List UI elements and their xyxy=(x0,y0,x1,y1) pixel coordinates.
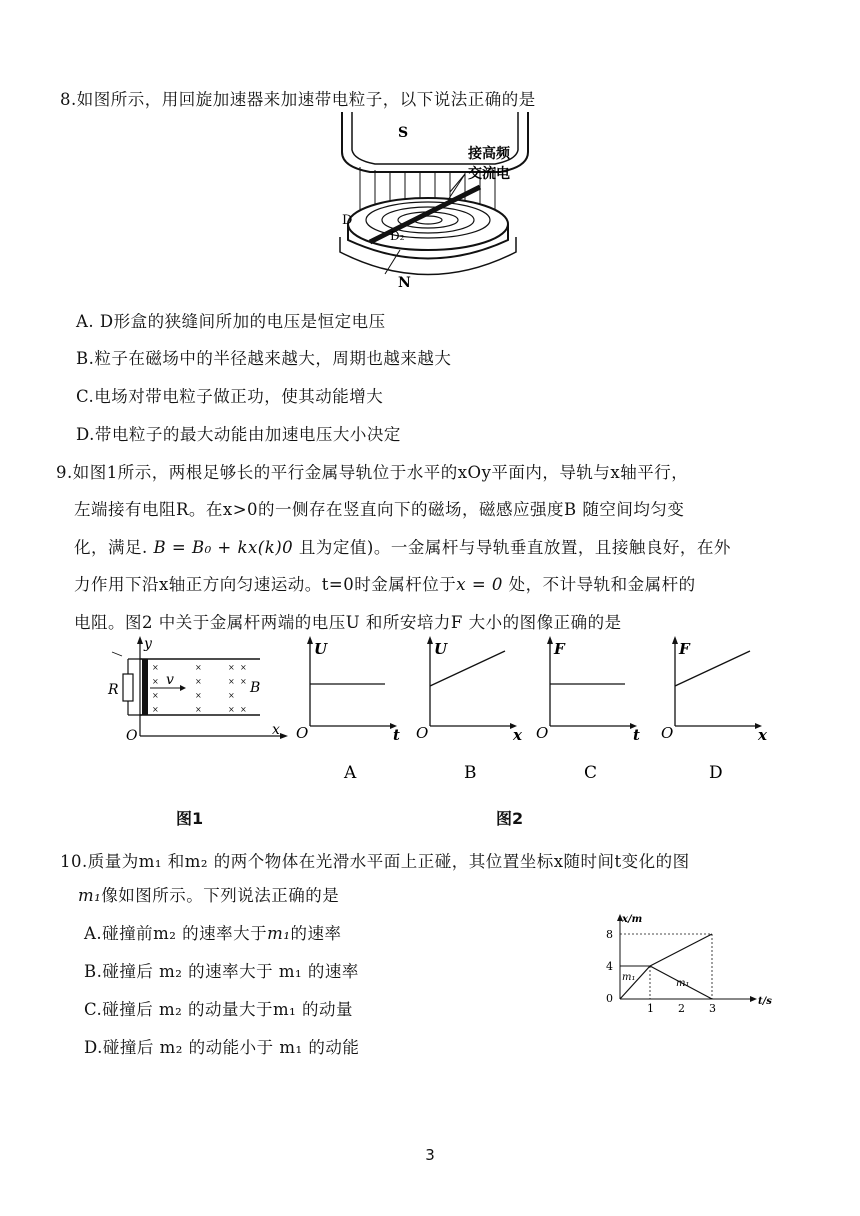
q10-stem-line-2 xyxy=(78,882,339,906)
cyclotron-figure xyxy=(330,112,540,292)
svg-text:×: × xyxy=(195,705,202,714)
q8-option-d: D.带电粒子的最大动能由加速电压大小决定 xyxy=(76,425,401,444)
fig2-graph-origin: O xyxy=(416,724,429,742)
svg-text:×: × xyxy=(228,677,235,686)
q10-option-c: C.碰撞后 m₂ 的动量大于m₁ 的动量 xyxy=(84,1000,354,1019)
q9-stem-4-post: 处，不计导轨和金属杆的 xyxy=(502,575,696,594)
q10-stem-2-post: 像如图所示。下列说法正确的是 xyxy=(101,886,340,905)
xt-tick-1: 1 xyxy=(647,1002,654,1012)
svg-text:×: × xyxy=(228,663,235,672)
fig2-graph-letter: C xyxy=(584,763,598,783)
fig2-graph-origin: O xyxy=(296,724,309,742)
q10-option-a-post: 的速率 xyxy=(290,924,342,943)
xt-y-label: x/m xyxy=(622,914,643,925)
svg-text:×: × xyxy=(152,705,159,714)
pole-s-label: S xyxy=(398,125,409,141)
q9-stem-3-pre: 化，满足. xyxy=(74,538,154,557)
svg-text:×: × xyxy=(240,663,247,672)
xt-m1-label-b: m₁ xyxy=(676,978,690,989)
svg-text:×: × xyxy=(228,691,235,700)
fig2-graph-origin: O xyxy=(536,724,549,742)
source-label-2: 交流电 xyxy=(468,166,510,182)
fig2-graph-ylabel: U xyxy=(434,640,448,658)
figure-2-caption: 图2 xyxy=(496,809,524,828)
q10-stem-line-1: 10.质量为m₁ 和m₂ 的两个物体在光滑水平面上正碰，其位置坐标x随时间t变化的图 xyxy=(60,852,690,871)
fig2-graph-d xyxy=(661,636,768,783)
xt-tick-0: 0 xyxy=(606,992,613,1005)
svg-text:×: × xyxy=(240,705,247,714)
xt-tick-2: 2 xyxy=(678,1002,685,1012)
q9-stem-4-pre: 力作用下沿x轴正方向匀速运动。t=0时金属杆位于 xyxy=(74,575,457,594)
fig2-graph-xlabel: x xyxy=(758,726,767,744)
q9-stem-3-post: 且为定值)。一金属杆与导轨垂直放置，且接触良好，在外 xyxy=(293,538,731,557)
source-label-1: 接高频 xyxy=(468,146,510,162)
figure-2-graphs xyxy=(290,636,780,786)
q8-option-b: B.粒子在磁场中的半径越来越大，周期也越来越大 xyxy=(76,349,452,368)
q10-formula-m1: m₁ xyxy=(78,886,102,905)
fig2-graph-letter: D xyxy=(709,763,723,783)
q8-option-a: A. D形盒的狭缝间所加的电压是恒定电压 xyxy=(76,312,386,331)
fig1-b-label: B xyxy=(250,680,261,696)
xt-graph xyxy=(600,912,780,1012)
q9-stem-line-5: 电阻。图2 中关于金属杆两端的电压U 和所安培力F 大小的图像正确的是 xyxy=(74,613,622,632)
d1-label: D xyxy=(342,213,353,228)
xt-m1-label-a: m₁ xyxy=(622,972,636,983)
svg-text:×: × xyxy=(240,677,247,686)
fig2-graph-origin: O xyxy=(661,724,674,742)
q10-option-a xyxy=(84,920,341,944)
q10-option-b: B.碰撞后 m₂ 的速率大于 m₁ 的速率 xyxy=(84,962,359,981)
d2-label: D₂ xyxy=(390,229,405,243)
figure-1-caption: 图1 xyxy=(176,809,204,828)
svg-text:×: × xyxy=(195,677,202,686)
fig2-graph-b xyxy=(416,636,523,783)
q10-option-d: D.碰撞后 m₂ 的动能小于 m₁ 的动能 xyxy=(84,1038,360,1057)
q9-stem-line-3 xyxy=(74,534,731,558)
fig2-graph-letter: A xyxy=(344,763,357,783)
fig1-origin-label: O xyxy=(126,728,138,744)
svg-text:×: × xyxy=(195,691,202,700)
q9-formula-b: B = B₀ + kx(k)0 xyxy=(153,538,294,557)
fig2-graph-ylabel: F xyxy=(679,640,690,658)
page-number: 3 xyxy=(425,1146,435,1164)
xt-tick-8: 8 xyxy=(606,928,613,941)
q9-formula-x: x = 0 xyxy=(456,575,503,594)
pole-n-label: N xyxy=(398,275,411,291)
xt-tick-4: 4 xyxy=(606,960,613,973)
svg-text:×: × xyxy=(152,691,159,700)
svg-text:×: × xyxy=(195,663,202,672)
fig2-graph-xlabel: t xyxy=(393,726,400,744)
fig2-graph-c xyxy=(536,636,640,783)
svg-text:×: × xyxy=(228,705,235,714)
xt-x-label: t/s xyxy=(758,996,772,1007)
q10-option-a-formula: m₁ xyxy=(267,924,291,943)
fig2-graph-ylabel: F xyxy=(554,640,565,658)
fig1-v-label: v xyxy=(166,672,174,688)
q9-stem-line-2: 左端接有电阻R。在x>0的一侧存在竖直向下的磁场，磁感应强度B 随空间均匀变 xyxy=(74,500,685,519)
fig2-graph-letter: B xyxy=(464,763,477,783)
svg-text:×: × xyxy=(152,663,159,672)
svg-text:×: × xyxy=(152,677,159,686)
fig2-graph-ylabel: U xyxy=(314,640,328,658)
xt-tick-3: 3 xyxy=(709,1002,716,1012)
q10-option-a-pre: A.碰撞前m₂ 的速率大于 xyxy=(84,924,268,943)
fig1-r-label: R xyxy=(108,682,119,698)
q9-stem-line-1: 9.如图1所示，两根足够长的平行金属导轨位于水平的xOy平面内，导轨与x轴平行， xyxy=(56,463,689,482)
q9-stem-line-4 xyxy=(74,571,696,595)
q8-stem: 8.如图所示，用回旋加速器来加速带电粒子，以下说法正确的是 xyxy=(60,90,536,109)
fig2-graph-xlabel: x xyxy=(513,726,522,744)
fig2-graph-xlabel: t xyxy=(633,726,640,744)
fig1-y-label: y xyxy=(144,636,152,652)
q8-option-c: C.电场对带电粒子做正功，使其动能增大 xyxy=(76,387,384,406)
fig1-x-label: x xyxy=(272,722,280,738)
figure-1-rails xyxy=(100,636,290,748)
fig2-graph-a xyxy=(296,636,400,783)
